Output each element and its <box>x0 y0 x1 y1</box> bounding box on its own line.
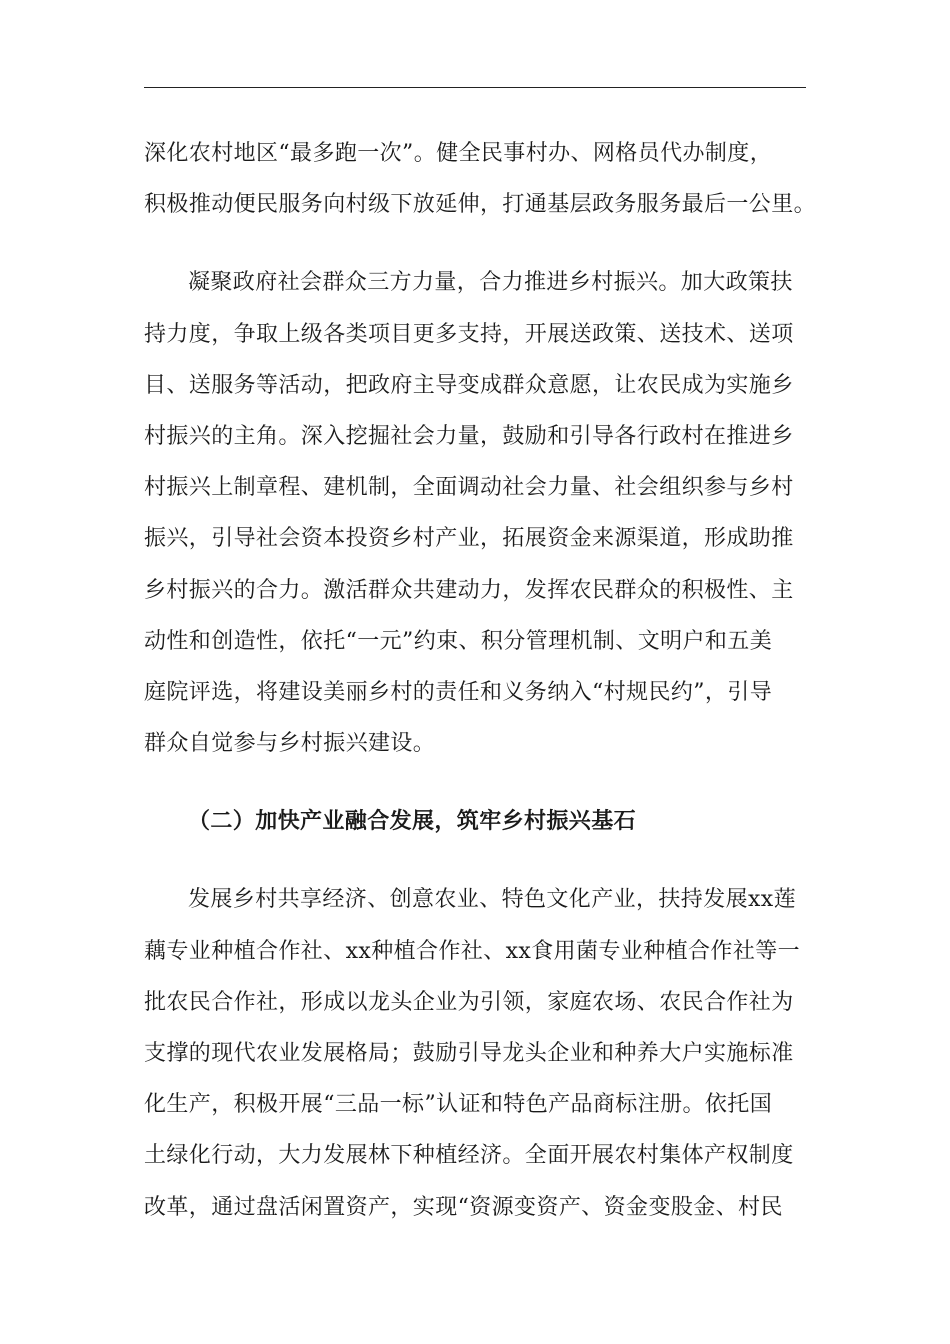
text-line: 群众自觉参与乡村振兴建设。 <box>144 731 436 757</box>
text-line: 振兴，引导社会资本投资乡村产业，拓展资金来源渠道，形成助推 <box>144 526 794 552</box>
text-line: 乡村振兴的合力。激活群众共建动力，发挥农民群众的积极性、主 <box>144 577 794 603</box>
header-rule <box>144 87 806 88</box>
document-body <box>144 128 817 1233</box>
text-line: 持力度，争取上级各类项目更多支持，开展送政策、送技术、送项 <box>144 321 794 347</box>
text-line: 积极推动便民服务向村级下放延伸，打通基层政务服务最后一公里。 <box>144 192 817 218</box>
text-line: 化生产，积极开展“三品一标”认证和特色产品商标注册。依托国 <box>144 1092 773 1118</box>
text-line: 村振兴上制章程、建机制，全面调动社会力量、社会组织参与乡村 <box>144 475 794 501</box>
paragraph-social-forces <box>144 257 806 769</box>
text-line: 深化农村地区“最多跑一次”。健全民事村办、网格员代办制度， <box>144 141 773 166</box>
text-line: 批农民合作社，形成以龙头企业为引领，家庭农场、农民合作社为 <box>144 989 794 1015</box>
text-line: 村振兴的主角。深入挖掘社会力量，鼓励和引导各行政村在推进乡 <box>144 423 794 449</box>
paragraph-industry <box>144 874 806 1232</box>
text-line: 动性和创造性，依托“一元”约束、积分管理机制、文明户和五美 <box>144 628 773 654</box>
text-line: 庭院评选，将建设美丽乡村的责任和义务纳入“村规民约”，引导 <box>144 679 773 705</box>
text-line: 土绿化行动，大力发展林下种植经济。全面开展农村集体产权制度 <box>144 1143 794 1169</box>
text-line: 支撑的现代农业发展格局；鼓励引导龙头企业和种养大户实施标准 <box>144 1041 794 1067</box>
text-line: 藕专业种植合作社、xx种植合作社、xx食用菌专业种植合作社等一 <box>144 938 801 964</box>
text-line: 发展乡村共享经济、创意农业、特色文化产业，扶持发展xx莲 <box>188 887 797 913</box>
text-line: 改革，通过盘活闲置资产，实现“资源变资产、资金变股金、村民 <box>144 1194 783 1220</box>
paragraph-continuation <box>144 128 817 230</box>
text-line: 凝聚政府社会群众三方力量，合力推进乡村振兴。加大政策扶 <box>188 270 793 296</box>
section-heading: （二）加快产业融合发展，筑牢乡村振兴基石 <box>188 808 637 835</box>
text-line: 目、送服务等活动，把政府主导变成群众意愿，让农民成为实施乡 <box>144 372 794 398</box>
